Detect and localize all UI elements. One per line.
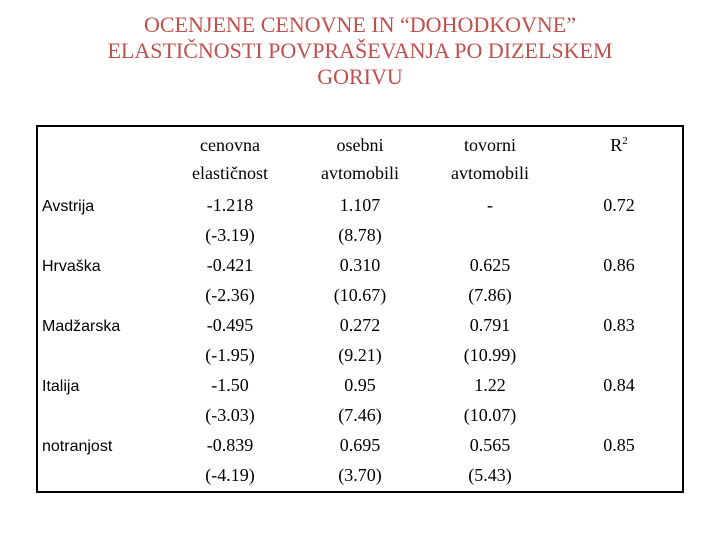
cell-r2-value: 0.72	[603, 195, 635, 215]
cell-price-value: -1.50	[211, 375, 249, 395]
cell-trucks-value: 1.22	[474, 375, 506, 395]
cell-r2-value: 0.84	[603, 375, 635, 395]
cell-trucks-value: 0.625	[469, 255, 511, 275]
cell-trucks-value: 0.565	[469, 435, 511, 455]
cell-trucks-tstat: (7.86)	[468, 285, 512, 305]
header-r2-base: R	[610, 135, 623, 155]
cell-r2-value: 0.83	[603, 315, 635, 335]
row-country-label: Madžarska	[42, 318, 121, 335]
cell-price-value: -0.495	[206, 315, 254, 335]
cell-trucks-value: -	[487, 195, 493, 215]
cell-cars-value: 0.95	[344, 375, 376, 395]
header-trucks-line1: tovorni	[464, 135, 516, 155]
row-country-label: Italija	[42, 378, 80, 395]
header-cars-line1: osebni	[336, 135, 384, 155]
header-r2-exponent: 2	[622, 135, 628, 147]
page-title	[0, 12, 720, 90]
cell-trucks-tstat: (5.43)	[468, 465, 512, 485]
cell-cars-value: 1.107	[339, 195, 381, 215]
cell-trucks-value: 0.791	[469, 315, 511, 335]
cell-cars-value: 0.695	[339, 435, 381, 455]
cell-price-tstat: (-2.36)	[205, 285, 255, 305]
cell-r2-value: 0.86	[603, 255, 635, 275]
cell-trucks-tstat: (10.07)	[463, 405, 517, 425]
cell-price-tstat: (-3.19)	[205, 225, 255, 245]
title-line-2: ELASTIČNOSTI POVPRAŠEVANJA PO DIZELSKEM	[107, 38, 613, 63]
row-country-label: notranjost	[42, 438, 113, 455]
header-cars-line2: avtomobili	[321, 163, 399, 183]
cell-price-tstat: (-4.19)	[205, 465, 255, 485]
cell-price-tstat: (-1.95)	[205, 345, 255, 365]
title-line-3: GORIVU	[317, 64, 403, 89]
cell-price-value: -1.218	[206, 195, 254, 215]
header-price-line2: elastičnost	[192, 163, 268, 183]
cell-cars-tstat: (3.70)	[338, 465, 382, 485]
cell-cars-tstat: (8.78)	[338, 225, 382, 245]
cell-cars-value: 0.272	[339, 315, 381, 335]
cell-cars-tstat: (7.46)	[338, 405, 382, 425]
cell-cars-value: 0.310	[339, 255, 381, 275]
header-r2	[610, 135, 628, 155]
row-country-label: Hrvaška	[42, 258, 101, 275]
cell-r2-value: 0.85	[603, 435, 635, 455]
header-price-line1: cenovna	[200, 135, 260, 155]
header-trucks-line2: avtomobili	[451, 163, 529, 183]
cell-cars-tstat: (9.21)	[338, 345, 382, 365]
cell-price-value: -0.421	[206, 255, 254, 275]
cell-price-value: -0.839	[206, 435, 254, 455]
cell-trucks-tstat: (10.99)	[463, 345, 517, 365]
cell-cars-tstat: (10.67)	[333, 285, 387, 305]
cell-price-tstat: (-3.03)	[205, 405, 255, 425]
row-country-label: Avstrija	[42, 198, 95, 215]
title-line-1: OCENJENE CENOVNE IN “DOHODKOVNE”	[144, 12, 576, 37]
